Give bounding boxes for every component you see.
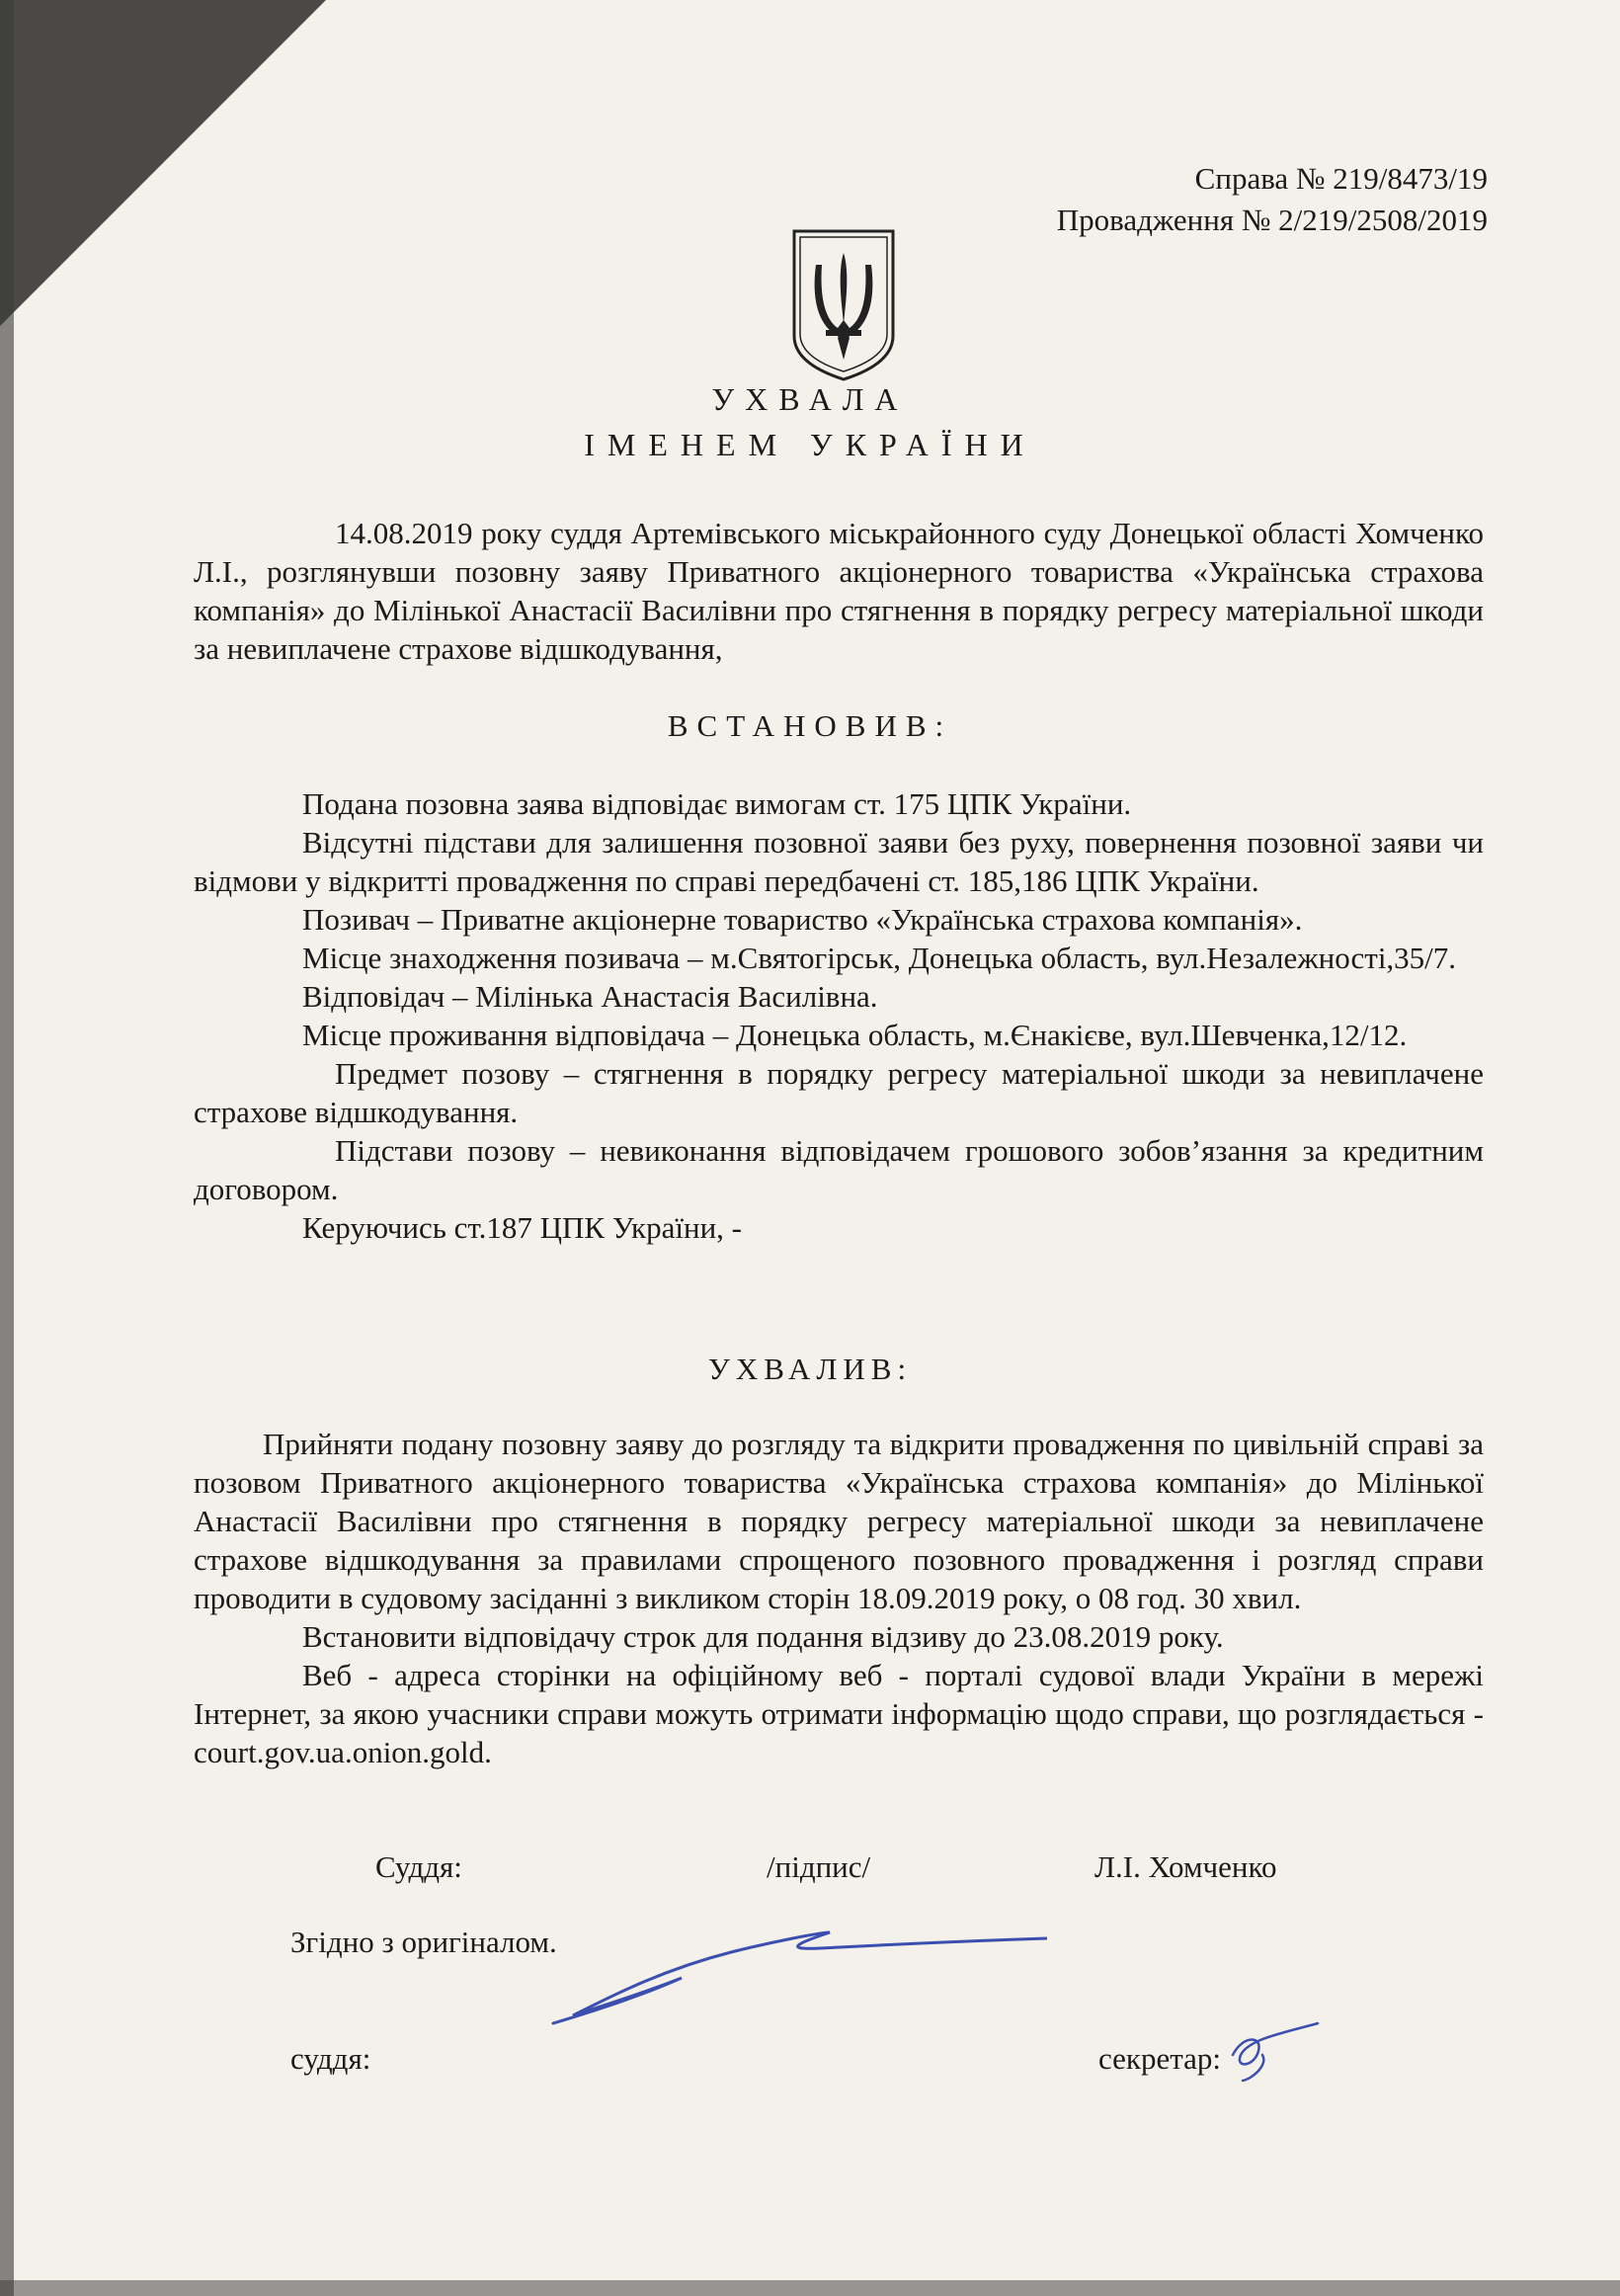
established-section: [194, 784, 1484, 1247]
case-header: [1057, 158, 1488, 241]
judge-label: Суддя:: [375, 1849, 462, 1884]
resolved-item: Веб - адреса сторінки на офіційному веб - порталі судової влади України в мережі Інтернет, за якою учасники справи можуть отримати інформацію щодо справи, що розглядається - court.gov.ua.onion.gold.: [194, 1658, 1484, 1769]
resolved-item: Встановити відповідачу строк для подання відзиву до 23.08.2019 року.: [302, 1619, 1224, 1654]
resolved-item: Прийняти подану позовну заяву до розгляду та відкрити провадження по цивільній справі за позовом Приватного акціонерного товариства «Українська страхова компанія» до Мілінької Анастасії Василівни про стягнення в порядку регресу матеріальної шкоди за невиплачене страхове відшкодування за правилами спрощеного позовного провадження і розгляд справи проводити в судовому засіданні з викликом сторін 18.09.2019 року, о 08 год. 30 хвил.: [194, 1427, 1484, 1615]
proceeding-number: Провадження № 2/219/2508/2019: [1056, 203, 1488, 237]
resolved-heading: УХВАЛИВ:: [707, 1352, 913, 1386]
in-name-title: ІМЕНЕМ УКРАЇНИ: [584, 427, 1036, 462]
established-item: Відсутні підстави для залишення позовної заяви без руху, повернення позовної заяви чи відмови у відкритті провадження по справі передбачені ст. 185,186 ЦПК України.: [194, 825, 1484, 898]
handwritten-signature: [533, 1917, 1047, 2035]
established-item: Підстави позову – невиконання відповідачем грошового зобов’язання за кредитним договором.: [194, 1133, 1484, 1206]
intro-paragraph: [194, 514, 1484, 668]
established-item: Позивач – Приватне акціонерне товариство «Українська страхова компанія».: [302, 902, 1303, 937]
established-item: Відповідач – Мілінька Анастасія Василівна.: [302, 979, 878, 1014]
case-number: Справа № 219/8473/19: [1194, 161, 1488, 196]
coat-of-arms-icon: [786, 225, 901, 383]
established-item: Подана позовна заява відповідає вимогам ст. 175 ЦПК України.: [302, 786, 1132, 821]
doc-type-title: УХВАЛА: [711, 381, 909, 417]
scan-corner-shadow: [0, 0, 326, 326]
signed-mark: /підпис/: [767, 1849, 871, 1884]
established-item: Місце знаходження позивача – м.Святогірськ, Донецька область, вул.Незалежності,35/7.: [302, 941, 1457, 975]
judge-name: Л.І. Хомченко: [1094, 1849, 1277, 1884]
original-note: Згідно з оригіналом.: [290, 1925, 557, 1959]
established-item: Місце проживання відповідача – Донецька область, м.Єнакієве, вул.Шевченка,12/12.: [302, 1018, 1408, 1052]
scan-left-edge: [0, 0, 14, 2296]
established-item: Керуючись ст.187 ЦПК України, -: [302, 1210, 742, 1245]
intro-text: 14.08.2019 року суддя Артемівського міськрайонного суду Донецької області Хомченко Л.І., розглянувши позовну заяву Приватного акціонерного товариства «Українська страхова компанія» до Мілінької Анастасії Василівни про стягнення в порядку регресу матеріальної шкоди за невиплачене страхове відшкодування,: [194, 516, 1484, 666]
secretary-label: секретар:: [1098, 2041, 1222, 2076]
resolved-section: [194, 1425, 1484, 1771]
established-heading: ВСТАНОВИВ:: [667, 708, 953, 743]
judge-label-lower: суддя:: [290, 2041, 371, 2076]
established-item: Предмет позову – стягнення в порядку регресу матеріальної шкоди за невиплачене страхове відшкодування.: [194, 1056, 1484, 1129]
scan-bottom-edge: [0, 2280, 1620, 2296]
secretary-signature: [1223, 2015, 1322, 2085]
